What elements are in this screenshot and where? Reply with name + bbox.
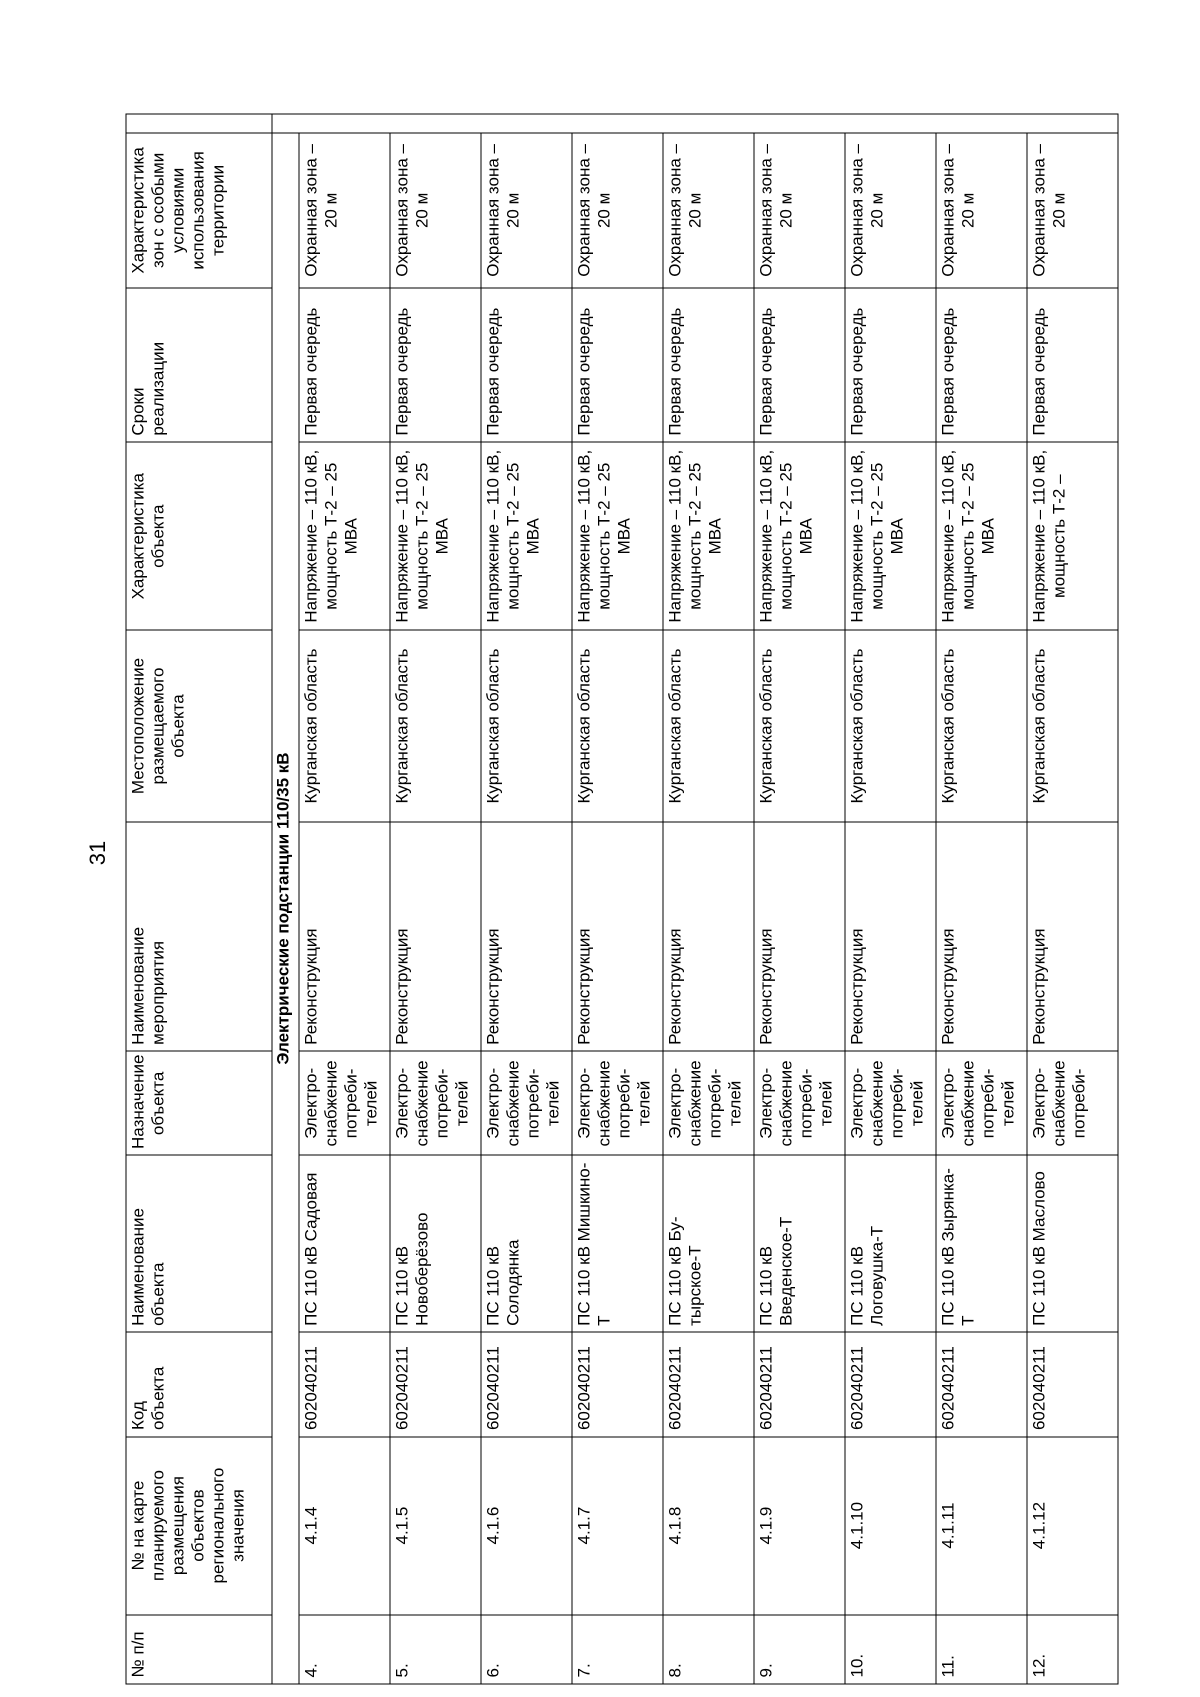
row-map-num: 4.1.10 — [845, 1436, 936, 1614]
row-map-num: 4.1.8 — [663, 1436, 754, 1614]
row-zone: Охранная зона – 20 м — [1027, 133, 1118, 288]
row-code: 602040211 — [390, 1332, 481, 1436]
row-purpose: Электро-снабжение потреби- — [1027, 1051, 1118, 1155]
row-term: Первая очередь — [390, 287, 481, 442]
row-filler-cell — [299, 114, 390, 133]
table-row — [845, 114, 936, 1684]
row-action: Реконструкция — [481, 821, 572, 1051]
row-characteristic: Напряжение – 110 кВ, мощность Т-2 – 25 МВА — [754, 442, 845, 630]
row-characteristic: Напряжение – 110 кВ, мощность Т-2 – 25 МВА — [299, 442, 390, 630]
row-zone: Охранная зона – 20 м — [390, 133, 481, 288]
row-map-num: 4.1.7 — [572, 1436, 663, 1614]
row-filler-cell — [754, 114, 845, 133]
row-filler-cell — [390, 114, 481, 133]
row-term: Первая очередь — [936, 287, 1027, 442]
row-object-name: ПС 110 кВ Маслово — [1027, 1155, 1118, 1332]
row-object-name: ПС 110 кВ Новоберёзово — [390, 1155, 481, 1332]
row-code: 602040211 — [299, 1332, 390, 1436]
row-zone: Охранная зона – 20 м — [299, 133, 390, 288]
rotated-table-wrapper — [125, 113, 1121, 1684]
row-filler-cell — [572, 114, 663, 133]
row-characteristic: Напряжение – 110 кВ, мощность Т-2 – 25 МВА — [845, 442, 936, 630]
row-map-num: 4.1.11 — [936, 1436, 1027, 1614]
row-zone: Охранная зона – 20 м — [572, 133, 663, 288]
row-num: 5. — [390, 1614, 481, 1683]
row-zone: Охранная зона – 20 м — [845, 133, 936, 288]
row-code: 602040211 — [754, 1332, 845, 1436]
row-action: Реконструкция — [663, 821, 754, 1051]
row-code: 602040211 — [663, 1332, 754, 1436]
row-code: 602040211 — [481, 1332, 572, 1436]
header-filler-cell — [126, 114, 272, 133]
row-code: 602040211 — [845, 1332, 936, 1436]
row-code: 602040211 — [572, 1332, 663, 1436]
row-purpose: Электро-снабжение потреби-телей — [481, 1051, 572, 1155]
row-action: Реконструкция — [936, 821, 1027, 1051]
header-num: № п/п — [126, 1614, 272, 1683]
table-row — [390, 114, 481, 1684]
row-num: 7. — [572, 1614, 663, 1683]
page-number: 31 — [85, 840, 110, 866]
row-purpose: Электро-снабжение потреби-телей — [572, 1051, 663, 1155]
row-map-num: 4.1.6 — [481, 1436, 572, 1614]
row-filler-cell — [663, 114, 754, 133]
header-code: Код объекта — [126, 1332, 272, 1436]
row-action: Реконструкция — [572, 821, 663, 1051]
row-code: 602040211 — [936, 1332, 1027, 1436]
row-num: 10. — [845, 1614, 936, 1683]
row-location: Курганская область — [299, 630, 390, 821]
row-map-num: 4.1.12 — [1027, 1436, 1118, 1614]
row-num: 11. — [936, 1614, 1027, 1683]
table-row — [481, 114, 572, 1684]
objects-table — [125, 113, 1118, 1684]
row-term: Первая очередь — [754, 287, 845, 442]
row-purpose: Электро-снабжение потреби-телей — [936, 1051, 1027, 1155]
section-title: Электрические подстанции 110/35 кВ — [272, 133, 299, 1684]
row-object-name: ПС 110 кВ Зырянка-Т — [936, 1155, 1027, 1332]
header-row — [126, 114, 272, 1684]
row-location: Курганская область — [754, 630, 845, 821]
header-map-num: № на карте планируемого размещения объектов регионального значения — [126, 1436, 272, 1614]
table-row — [663, 114, 754, 1684]
table-row — [1027, 114, 1118, 1684]
row-num: 6. — [481, 1614, 572, 1683]
row-zone: Охранная зона – 20 м — [936, 133, 1027, 288]
row-location: Курганская область — [572, 630, 663, 821]
header-action: Наименование мероприятия — [126, 821, 272, 1051]
row-location: Курганская область — [1027, 630, 1118, 821]
row-zone: Охранная зона – 20 м — [663, 133, 754, 288]
row-action: Реконструкция — [754, 821, 845, 1051]
row-filler-cell — [481, 114, 572, 133]
row-characteristic: Напряжение – 110 кВ, мощность Т-2 – 25 МВА — [390, 442, 481, 630]
row-purpose: Электро-снабжение потреби-телей — [663, 1051, 754, 1155]
row-object-name: ПС 110 кВ Мишкино-Т — [572, 1155, 663, 1332]
row-num: 12. — [1027, 1614, 1118, 1683]
row-filler-cell — [845, 114, 936, 133]
header-purpose: Назначение объекта — [126, 1051, 272, 1155]
row-num: 9. — [754, 1614, 845, 1683]
row-zone: Охранная зона – 20 м — [754, 133, 845, 288]
row-object-name: ПС 110 кВ Бу-тырское-Т — [663, 1155, 754, 1332]
row-num: 4. — [299, 1614, 390, 1683]
row-location: Курганская область — [845, 630, 936, 821]
row-location: Курганская область — [663, 630, 754, 821]
row-term: Первая очередь — [299, 287, 390, 442]
row-term: Первая очередь — [481, 287, 572, 442]
row-object-name: ПС 110 кВ Логовушка-Т — [845, 1155, 936, 1332]
header-location: Местоположение размещаемого объекта — [126, 630, 272, 821]
header-name: Наименование объекта — [126, 1155, 272, 1332]
row-action: Реконструкция — [390, 821, 481, 1051]
row-purpose: Электро-снабжение потреби-телей — [754, 1051, 845, 1155]
row-characteristic: Напряжение – 110 кВ, мощность Т-2 – 25 МВА — [572, 442, 663, 630]
row-map-num: 4.1.5 — [390, 1436, 481, 1614]
row-location: Курганская область — [481, 630, 572, 821]
row-term: Первая очередь — [845, 287, 936, 442]
row-term: Первая очередь — [663, 287, 754, 442]
header-zone: Характеристика зон с особыми условиями использования территории — [126, 133, 272, 288]
row-characteristic: Напряжение – 110 кВ, мощность Т-2 – — [1027, 442, 1118, 630]
row-location: Курганская область — [390, 630, 481, 821]
row-characteristic: Напряжение – 110 кВ, мощность Т-2 – 25 МВА — [936, 442, 1027, 630]
row-map-num: 4.1.4 — [299, 1436, 390, 1614]
table-row — [572, 114, 663, 1684]
row-location: Курганская область — [936, 630, 1027, 821]
header-term: Сроки реализации — [126, 287, 272, 442]
row-filler-cell — [1027, 114, 1118, 133]
row-purpose: Электро-снабжение потреби-телей — [299, 1051, 390, 1155]
row-purpose: Электро-снабжение потреби-телей — [390, 1051, 481, 1155]
row-characteristic: Напряжение – 110 кВ, мощность Т-2 – 25 МВА — [481, 442, 572, 630]
row-characteristic: Напряжение – 110 кВ, мощность Т-2 – 25 МВА — [663, 442, 754, 630]
table-row — [936, 114, 1027, 1684]
header-characteristic: Характеристика объекта — [126, 442, 272, 630]
row-zone: Охранная зона – 20 м — [481, 133, 572, 288]
row-object-name: ПС 110 кВ Садовая — [299, 1155, 390, 1332]
row-term: Первая очередь — [1027, 287, 1118, 442]
row-num: 8. — [663, 1614, 754, 1683]
row-map-num: 4.1.9 — [754, 1436, 845, 1614]
section-row — [272, 114, 299, 1684]
row-action: Реконструкция — [299, 821, 390, 1051]
row-code: 602040211 — [1027, 1332, 1118, 1436]
section-filler-cell — [272, 114, 299, 133]
table-row — [299, 114, 390, 1684]
row-filler-cell — [936, 114, 1027, 133]
row-object-name: ПС 110 кВ Солодянка — [481, 1155, 572, 1332]
row-action: Реконструкция — [1027, 821, 1118, 1051]
row-action: Реконструкция — [845, 821, 936, 1051]
row-purpose: Электро-снабжение потреби-телей — [845, 1051, 936, 1155]
row-object-name: ПС 110 кВ Введенское-Т — [754, 1155, 845, 1332]
table-row — [754, 114, 845, 1684]
row-term: Первая очередь — [572, 287, 663, 442]
